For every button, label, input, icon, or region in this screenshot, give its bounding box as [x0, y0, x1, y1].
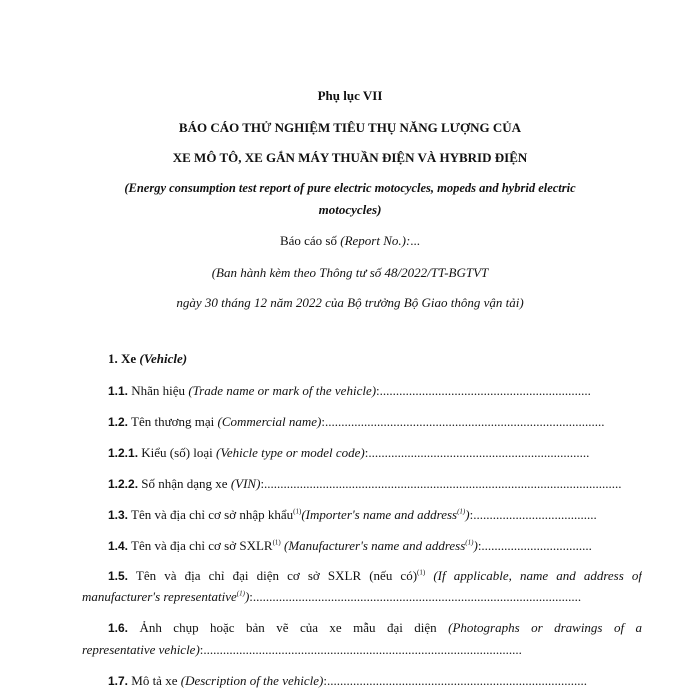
report-number: [80, 233, 620, 249]
field-description: 1.7. Mô tả xe (Description of the vehicle):................................................................................: [108, 673, 587, 688]
fill-dots: :......................................: [469, 507, 597, 522]
field-vehicle-type: 1.2.1. Kiểu (số) loại (Vehicle type or model code):....................................................................: [108, 445, 590, 460]
subtitle-en-line-1: (Energy consumption test report of pure electric motocycles, mopeds and hybrid electric: [124, 181, 576, 195]
fill-dots: :.................................................................: [376, 383, 591, 398]
field-photographs-line-1: 1.6. Ảnh chụp hoặc bản vẽ của xe mẫu đại diện (Photographs or drawings of a: [108, 620, 642, 635]
issued-by-line-1: (Ban hành kèm theo Thông tư số 48/2022/TT-BGTVT: [211, 265, 489, 280]
fill-dots: :..................................: [477, 538, 592, 553]
report-number-vi: Báo cáo số: [279, 233, 341, 248]
fill-dots: :.....................................................................................................: [249, 589, 582, 604]
field-commercial-name: 1.2. Tên thương mại (Commercial name):......................................................................................: [108, 414, 605, 429]
section-1-heading-en: (Vehicle): [139, 351, 188, 366]
fill-dots: :................................................................................: [323, 673, 587, 688]
fill-dots: :....................................................................: [364, 445, 590, 460]
field-trade-name: 1.1. Nhãn hiệu (Trade name or mark of the vehicle):.................................................................: [108, 383, 591, 398]
field-representative-line-2: manufacturer's representative$^{(1)}$):.....................................................................................................: [82, 589, 582, 604]
field-representative-line-1: 1.5. Tên và địa chỉ đại diện cơ sở SXLR (nếu có)$^{(1)}$ (If applicable, name and address of: [108, 568, 642, 583]
report-number-value: ...: [410, 233, 421, 248]
field-manufacturer: 1.4. Tên và địa chỉ cơ sở SXLR$^{(1)}$ (Manufacturer's name and address$^{(1)}$):..................................: [108, 538, 592, 553]
fill-dots: :..............................................................................................................: [260, 476, 622, 491]
issued-by-line-2: ngày 30 tháng 12 năm 2022 của Bộ trưởng Bộ Giao thông vận tải): [176, 295, 524, 310]
field-vin: 1.2.2. Số nhận dạng xe (VIN):..............................................................................................................: [108, 476, 622, 491]
appendix-label: Phụ lục VII: [317, 88, 383, 103]
fill-dots: :..................................................................................................: [199, 642, 522, 657]
title-line-2: XE MÔ TÔ, XE GẮN MÁY THUẦN ĐIỆN VÀ HYBRID ĐIỆN: [172, 150, 528, 165]
title-line-1: BÁO CÁO THỬ NGHIỆM TIÊU THỤ NĂNG LƯỢNG CỦA: [178, 120, 522, 135]
field-importer: 1.3. Tên và địa chỉ cơ sở nhập khẩu$^{(1)}$(Importer's name and address$^{(1)}$):......................................: [108, 507, 597, 522]
section-1-heading-vi: 1. Xe: [108, 351, 137, 366]
subtitle-en-line-2: motocycles): [318, 202, 382, 217]
fill-dots: :......................................................................................: [321, 414, 605, 429]
field-photographs-line-2: representative vehicle):..................................................................................................: [82, 642, 522, 657]
section-1-heading: [82, 351, 642, 367]
report-number-en: (Report No.):: [340, 233, 411, 248]
